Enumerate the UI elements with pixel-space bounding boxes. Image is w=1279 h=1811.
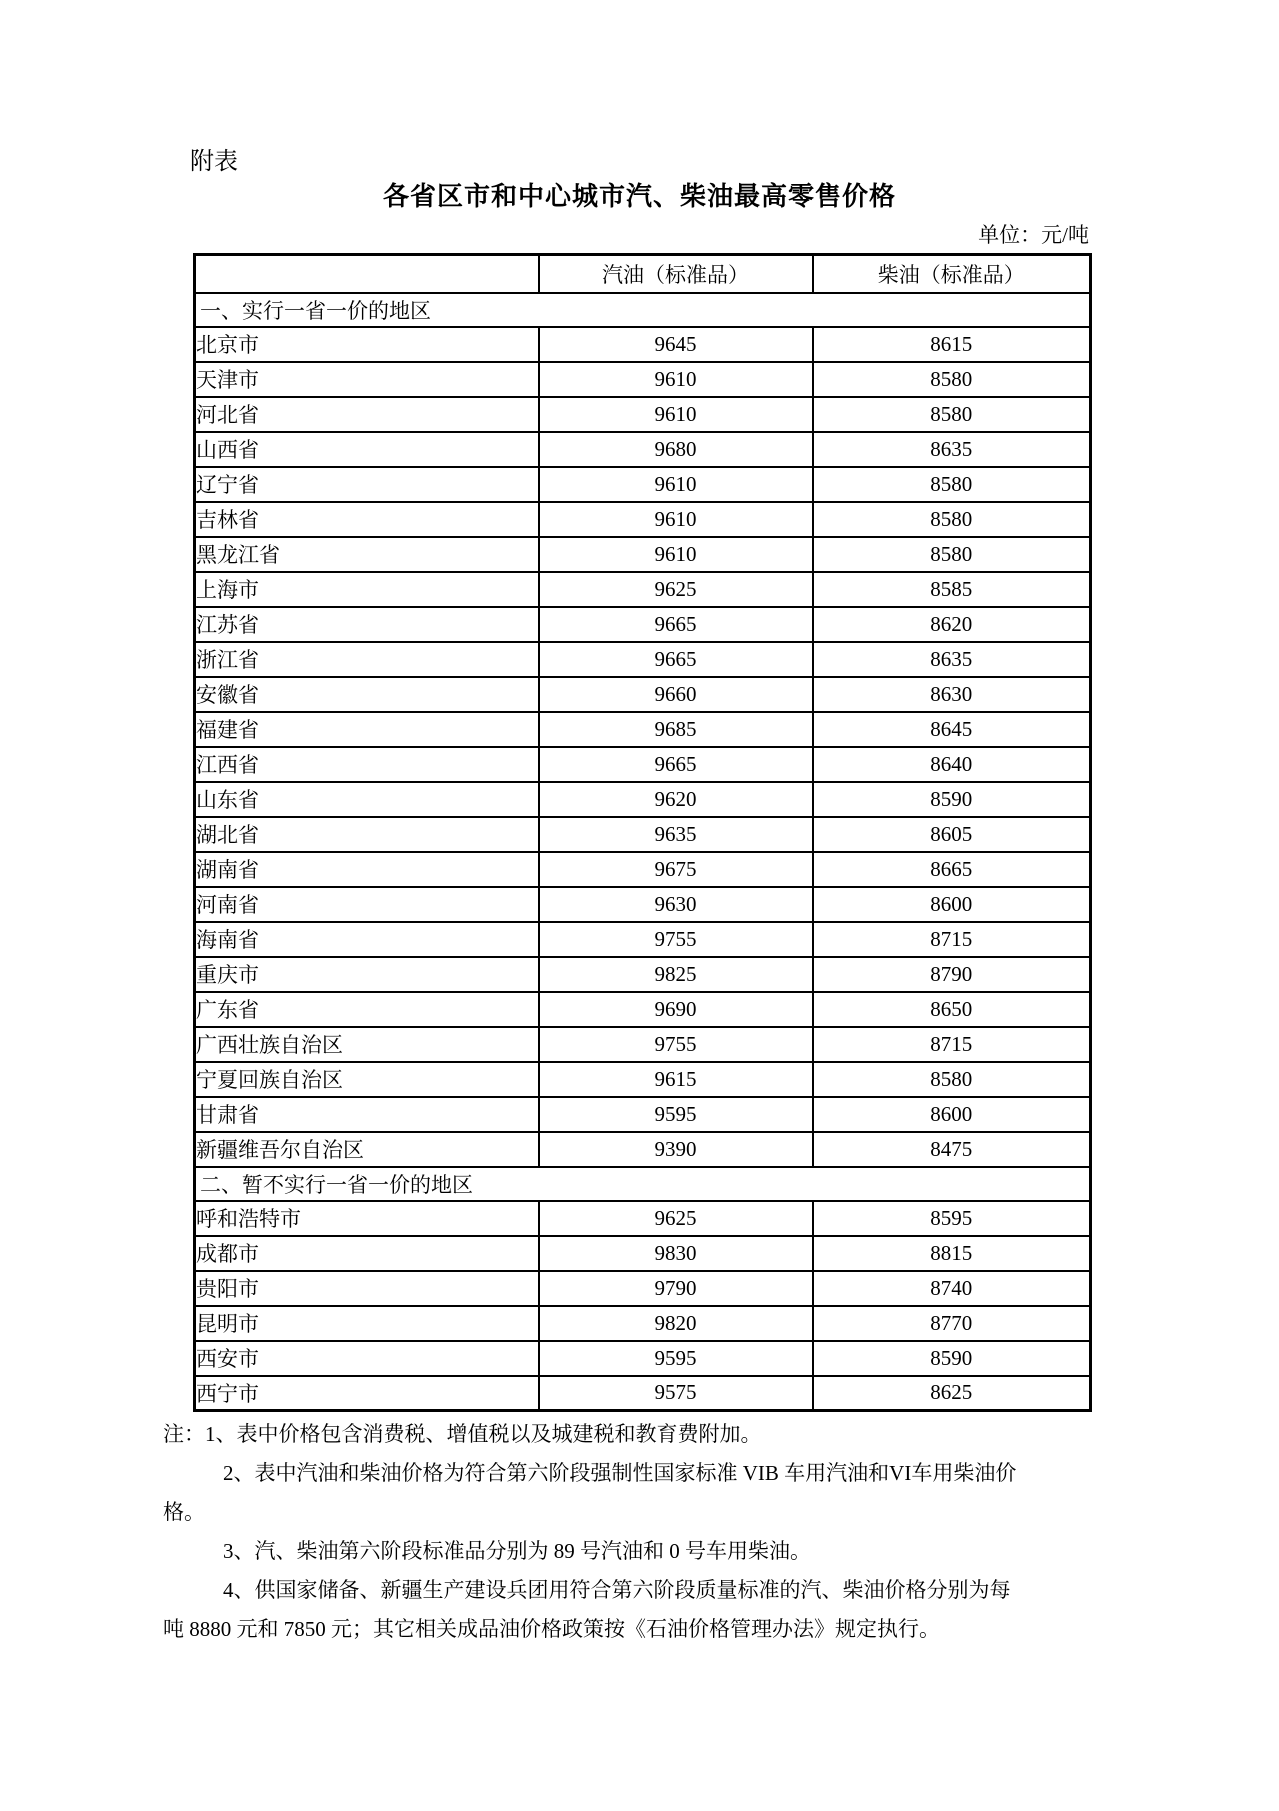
gasoline-price-cell: 9675 <box>539 852 813 887</box>
table-row <box>195 992 1091 1027</box>
gasoline-price-cell: 9830 <box>539 1236 813 1271</box>
note-line: 注：1、表中价格包含消费税、增值税以及城建税和教育费附加。 <box>163 1422 762 1446</box>
region-cell: 江西省 <box>195 747 539 782</box>
gasoline-price-cell: 9635 <box>539 817 813 852</box>
diesel-price-cell: 8600 <box>813 1097 1091 1132</box>
gasoline-price-cell: 9630 <box>539 887 813 922</box>
column-header-region <box>195 255 539 293</box>
region-cell: 新疆维吾尔自治区 <box>195 1132 539 1167</box>
notes <box>163 1415 1123 1649</box>
gasoline-price-cell: 9690 <box>539 992 813 1027</box>
diesel-price-cell: 8580 <box>813 467 1091 502</box>
gasoline-price-cell: 9665 <box>539 747 813 782</box>
section-header-row <box>195 1167 1091 1201</box>
diesel-price-cell: 8815 <box>813 1236 1091 1271</box>
table-row <box>195 432 1091 467</box>
diesel-price-cell: 8770 <box>813 1306 1091 1341</box>
diesel-price-cell: 8625 <box>813 1376 1091 1411</box>
diesel-price-cell: 8635 <box>813 642 1091 677</box>
table-row <box>195 677 1091 712</box>
note-line: 吨 8880 元和 7850 元；其它相关成品油价格政策按《石油价格管理办法》规定执行。 <box>163 1617 940 1641</box>
table-row <box>195 1306 1091 1341</box>
price-table <box>193 253 1092 1412</box>
note-line: 2、表中汽油和柴油价格为符合第六阶段强制性国家标准 VIB 车用汽油和VI车用柴油价 <box>223 1461 1017 1485</box>
note-line: 格。 <box>163 1500 205 1524</box>
region-cell: 北京市 <box>195 327 539 362</box>
region-cell: 宁夏回族自治区 <box>195 1062 539 1097</box>
appendix-label: 附表 <box>190 149 238 175</box>
table-header-row <box>195 255 1091 293</box>
gasoline-price-cell: 9665 <box>539 642 813 677</box>
table-row <box>195 1027 1091 1062</box>
region-cell: 西安市 <box>195 1341 539 1376</box>
diesel-price-cell: 8580 <box>813 502 1091 537</box>
table-row <box>195 362 1091 397</box>
gasoline-price-cell: 9790 <box>539 1271 813 1306</box>
gasoline-price-cell: 9610 <box>539 397 813 432</box>
diesel-price-cell: 8590 <box>813 782 1091 817</box>
table-row <box>195 817 1091 852</box>
region-cell: 上海市 <box>195 572 539 607</box>
table-row <box>195 922 1091 957</box>
gasoline-price-cell: 9610 <box>539 502 813 537</box>
diesel-price-cell: 8605 <box>813 817 1091 852</box>
diesel-price-cell: 8740 <box>813 1271 1091 1306</box>
diesel-price-cell: 8630 <box>813 677 1091 712</box>
diesel-price-cell: 8715 <box>813 922 1091 957</box>
region-cell: 贵阳市 <box>195 1271 539 1306</box>
gasoline-price-cell: 9625 <box>539 1201 813 1236</box>
table-row <box>195 1097 1091 1132</box>
gasoline-price-cell: 9755 <box>539 922 813 957</box>
region-cell: 西宁市 <box>195 1376 539 1411</box>
region-cell: 福建省 <box>195 712 539 747</box>
table-row <box>195 852 1091 887</box>
region-cell: 河南省 <box>195 887 539 922</box>
region-cell: 山东省 <box>195 782 539 817</box>
diesel-price-cell: 8595 <box>813 1201 1091 1236</box>
diesel-price-cell: 8580 <box>813 397 1091 432</box>
note-line: 4、供国家储备、新疆生产建设兵团用符合第六阶段质量标准的汽、柴油价格分别为每 <box>223 1578 1011 1602</box>
diesel-price-cell: 8790 <box>813 957 1091 992</box>
region-cell: 甘肃省 <box>195 1097 539 1132</box>
column-header-gasoline: 汽油（标准品） <box>539 255 813 293</box>
region-cell: 呼和浩特市 <box>195 1201 539 1236</box>
region-cell: 黑龙江省 <box>195 537 539 572</box>
gasoline-price-cell: 9660 <box>539 677 813 712</box>
gasoline-price-cell: 9685 <box>539 712 813 747</box>
diesel-price-cell: 8665 <box>813 852 1091 887</box>
region-cell: 辽宁省 <box>195 467 539 502</box>
region-cell: 成都市 <box>195 1236 539 1271</box>
diesel-price-cell: 8590 <box>813 1341 1091 1376</box>
diesel-price-cell: 8600 <box>813 887 1091 922</box>
section-header-label: 二、暂不实行一省一价的地区 <box>195 1167 1091 1201</box>
section-header-label: 一、实行一省一价的地区 <box>195 293 1091 327</box>
table-row <box>195 1376 1091 1411</box>
table-row <box>195 1132 1091 1167</box>
page-title: 各省区市和中心城市汽、柴油最高零售价格 <box>382 182 896 211</box>
region-cell: 江苏省 <box>195 607 539 642</box>
region-cell: 吉林省 <box>195 502 539 537</box>
diesel-price-cell: 8645 <box>813 712 1091 747</box>
gasoline-price-cell: 9645 <box>539 327 813 362</box>
gasoline-price-cell: 9665 <box>539 607 813 642</box>
table-row <box>195 957 1091 992</box>
region-cell: 山西省 <box>195 432 539 467</box>
gasoline-price-cell: 9575 <box>539 1376 813 1411</box>
gasoline-price-cell: 9595 <box>539 1097 813 1132</box>
price-table-body <box>195 293 1091 1411</box>
gasoline-price-cell: 9615 <box>539 1062 813 1097</box>
table-row <box>195 747 1091 782</box>
region-cell: 浙江省 <box>195 642 539 677</box>
gasoline-price-cell: 9680 <box>539 432 813 467</box>
table-row <box>195 712 1091 747</box>
table-row <box>195 1062 1091 1097</box>
diesel-price-cell: 8580 <box>813 1062 1091 1097</box>
gasoline-price-cell: 9825 <box>539 957 813 992</box>
column-header-diesel: 柴油（标准品） <box>813 255 1091 293</box>
region-cell: 广西壮族自治区 <box>195 1027 539 1062</box>
diesel-price-cell: 8475 <box>813 1132 1091 1167</box>
table-row <box>195 887 1091 922</box>
table-row <box>195 1341 1091 1376</box>
region-cell: 昆明市 <box>195 1306 539 1341</box>
gasoline-price-cell: 9595 <box>539 1341 813 1376</box>
diesel-price-cell: 8650 <box>813 992 1091 1027</box>
diesel-price-cell: 8640 <box>813 747 1091 782</box>
table-row <box>195 1201 1091 1236</box>
region-cell: 重庆市 <box>195 957 539 992</box>
table-row <box>195 502 1091 537</box>
diesel-price-cell: 8585 <box>813 572 1091 607</box>
gasoline-price-cell: 9610 <box>539 467 813 502</box>
region-cell: 安徽省 <box>195 677 539 712</box>
table-row <box>195 782 1091 817</box>
region-cell: 天津市 <box>195 362 539 397</box>
gasoline-price-cell: 9620 <box>539 782 813 817</box>
unit-label: 单位：元/吨 <box>978 223 1089 247</box>
gasoline-price-cell: 9820 <box>539 1306 813 1341</box>
gasoline-price-cell: 9390 <box>539 1132 813 1167</box>
gasoline-price-cell: 9610 <box>539 362 813 397</box>
table-row <box>195 467 1091 502</box>
region-cell: 湖北省 <box>195 817 539 852</box>
gasoline-price-cell: 9755 <box>539 1027 813 1062</box>
diesel-price-cell: 8580 <box>813 537 1091 572</box>
table-row <box>195 397 1091 432</box>
table-row <box>195 607 1091 642</box>
region-cell: 河北省 <box>195 397 539 432</box>
region-cell: 海南省 <box>195 922 539 957</box>
diesel-price-cell: 8635 <box>813 432 1091 467</box>
diesel-price-cell: 8615 <box>813 327 1091 362</box>
gasoline-price-cell: 9625 <box>539 572 813 607</box>
region-cell: 湖南省 <box>195 852 539 887</box>
diesel-price-cell: 8580 <box>813 362 1091 397</box>
table-row <box>195 537 1091 572</box>
table-row <box>195 572 1091 607</box>
table-row <box>195 327 1091 362</box>
table-row <box>195 1271 1091 1306</box>
diesel-price-cell: 8715 <box>813 1027 1091 1062</box>
section-header-row <box>195 293 1091 327</box>
diesel-price-cell: 8620 <box>813 607 1091 642</box>
gasoline-price-cell: 9610 <box>539 537 813 572</box>
table-row <box>195 642 1091 677</box>
note-line: 3、汽、柴油第六阶段标准品分别为 89 号汽油和 0 号车用柴油。 <box>223 1539 811 1563</box>
region-cell: 广东省 <box>195 992 539 1027</box>
table-row <box>195 1236 1091 1271</box>
